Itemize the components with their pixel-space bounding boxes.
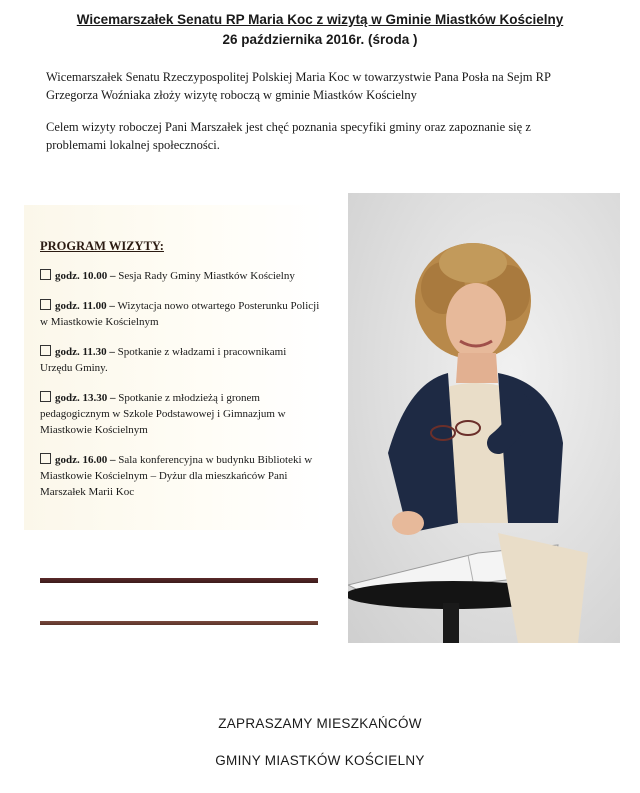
program-panel <box>24 205 324 530</box>
program-item <box>40 452 320 500</box>
bullet-box-icon <box>40 269 51 280</box>
bullet-box-icon <box>40 299 51 310</box>
intro-paragraph-2: Celem wizyty roboczej Pani Marszałek jest chęć poznania specyfiki gminy oraz zapoznanie się z problemami lokalnej społeczności. <box>46 120 531 152</box>
program-item-time: godz. 11.00 – <box>55 300 115 312</box>
program-heading: PROGRAM WIZYTY: <box>40 239 164 253</box>
program-item-time: godz. 11.30 – <box>55 346 115 358</box>
program-item-time: godz. 10.00 – <box>55 270 116 282</box>
program-item-time: godz. 16.00 – <box>55 454 116 466</box>
header <box>0 10 640 50</box>
portrait-photo <box>348 193 620 643</box>
bullet-box-icon <box>40 453 51 464</box>
intro-paragraph-1: Wicemarszałek Senatu Rzeczypospolitej Polskiej Maria Koc w towarzystwie Pana Posła na Sejm RP Grzegorza Woźniaka złoży wizytę roboczą w gminie Miastków Kościelny <box>46 70 551 102</box>
event-date: 26 października 2016r. (środa ) <box>222 32 418 47</box>
footer-line-1: ZAPRASZAMY MIESZKAŃCÓW <box>218 716 422 731</box>
program-item-time: godz. 13.30 – <box>55 392 116 404</box>
footer-line-2: GMINY MIASTKÓW KOŚCIELNY <box>215 753 425 768</box>
program-item-text: Wizytacja nowo otwartego Posterunku Policji w Miastkowie Kościelnym <box>40 300 320 328</box>
program-item-text: Sesja Rady Gminy Miastków Kościelny <box>118 270 295 282</box>
program-item <box>40 268 320 284</box>
program-item <box>40 344 320 376</box>
page-title: Wicemarszałek Senatu RP Maria Koc z wizytą w Gminie Miastków Kościelny <box>76 12 564 27</box>
bullet-box-icon <box>40 345 51 356</box>
program-item-text: Spotkanie z młodzieżą i gronem pedagogicznym w Szkole Podstawowej i Gimnazjum w Miastkowie Kościelnym <box>40 392 286 436</box>
intro <box>46 68 566 154</box>
divider-rule <box>40 578 318 583</box>
program-item-text: Sala konferencyjna w budynku Biblioteki w Miastkowie Kościelnym – Dyżur dla mieszkańców Pani Marszałek Marii Koc <box>40 454 313 498</box>
divider-rule <box>40 621 318 625</box>
portrait-illustration <box>348 193 620 643</box>
program-item <box>40 390 320 438</box>
program-item <box>40 298 320 330</box>
program-item-text: Spotkanie z władzami i pracownikami Urzędu Gminy. <box>40 346 287 374</box>
bullet-box-icon <box>40 391 51 402</box>
